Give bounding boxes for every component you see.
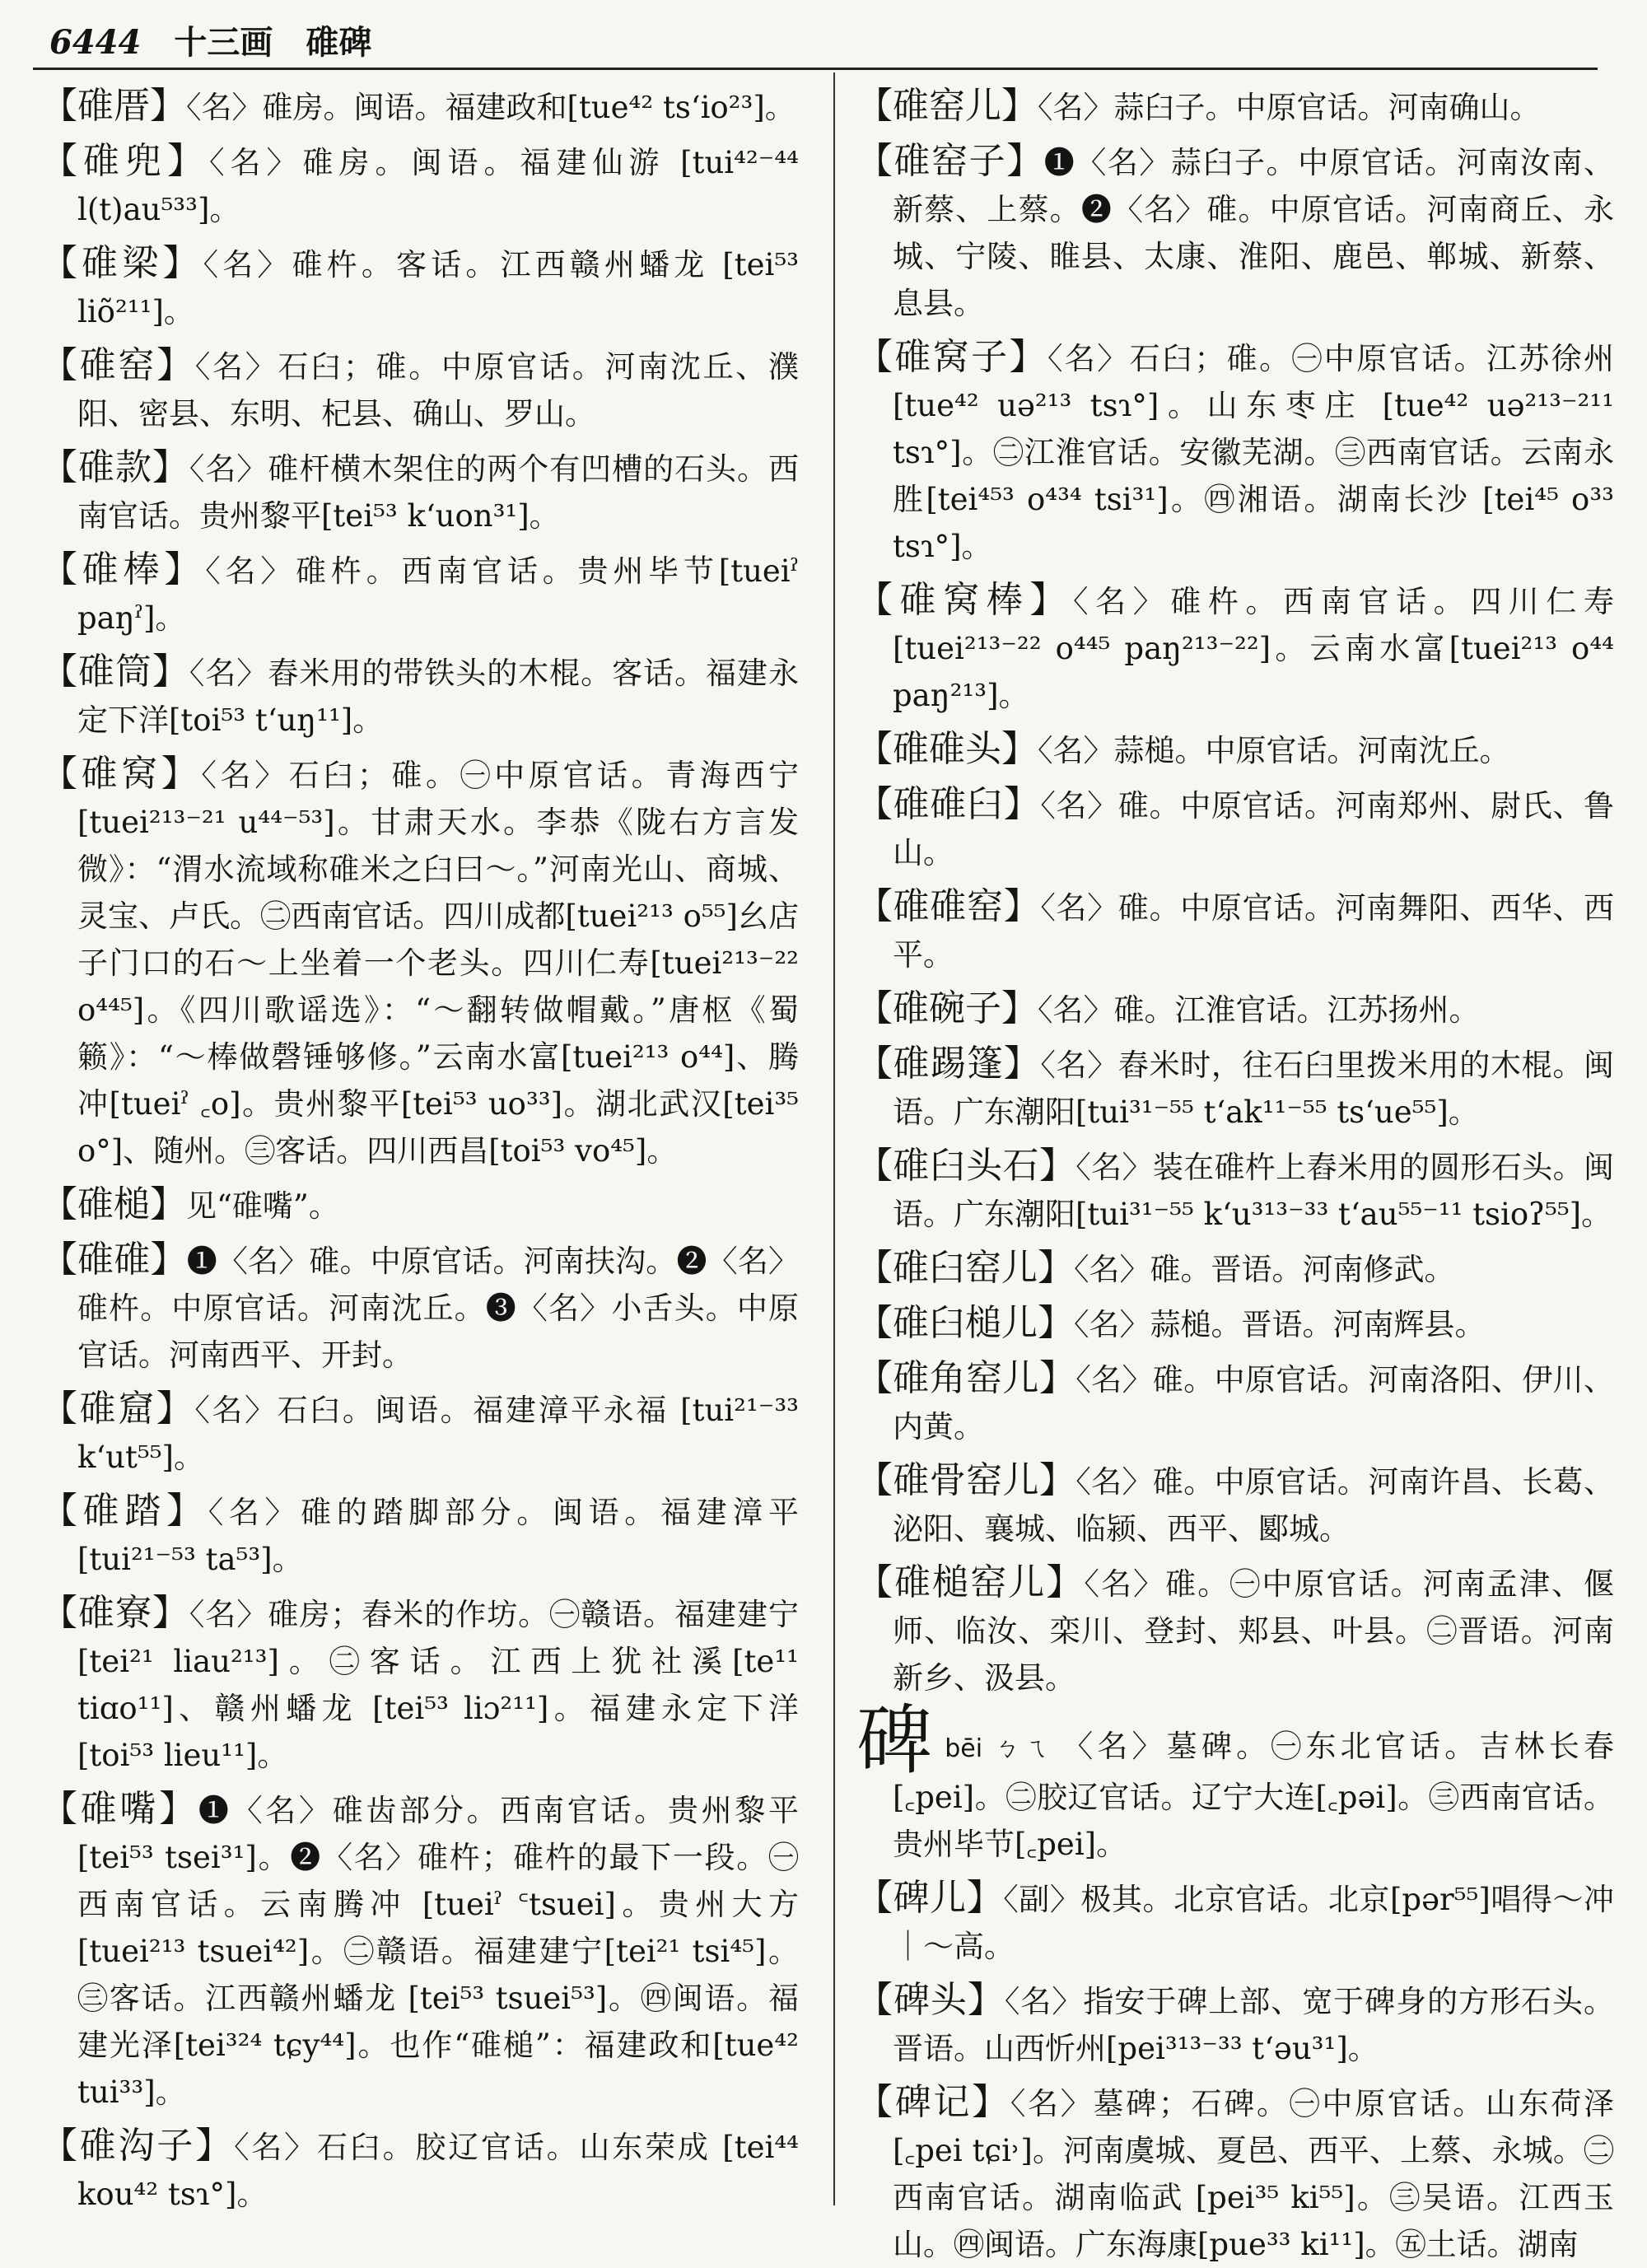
entry-definition: 〈名〉蒜臼子。中原官话。河南确山。 xyxy=(1038,90,1541,125)
dictionary-entry xyxy=(856,1244,1614,1293)
entry-headword: 【碓角窑儿】 xyxy=(856,1357,1076,1399)
dictionary-entry xyxy=(856,985,1614,1034)
entry-definition: 见“碓嘴”。 xyxy=(186,1188,339,1224)
entry-definition: 〈名〉蒜槌。中原官话。河南沈丘。 xyxy=(1038,733,1510,768)
entry-definition: 〈名〉碓。晋语。河南修武。 xyxy=(1074,1252,1455,1287)
right-column xyxy=(856,82,1615,2262)
entry-definition: 〈名〉石臼；碓。㊀中原官话。青海西宁[tuei²¹³⁻²¹ u⁴⁴⁻⁵³]。甘肃天水。李恭《陇右方言发微》：“渭水流域称碓米之臼曰～。”河南光山、商城、灵宝、卢氏。㊁西南官话。四川成都[tuei²¹³ o⁵⁵]幺店子门口的石～上坐着一个老头。四川仁寿[tuei²¹³⁻²² o⁴⁴⁵]。《四川歌谣选》：“～翻转做帽戴。”唐枢《蜀籁》：“～棒做磬锤够修。”云南水富[tuei²¹³ o⁴⁴]、腾冲[tueiˀ ꜀o]。贵州黎平[tei⁵³ uo³³]。湖北武汉[tei³⁵ o°]、随州。㊂客话。四川西昌[toi⁵³ vo⁴⁵]。 xyxy=(77,758,800,1169)
entry-headword: 【碓碓臼】 xyxy=(856,783,1041,825)
entry-definition: 〈名〉石臼。闽语。福建漳平永福 [tui²¹⁻³³ kʻut⁵⁵]。 xyxy=(77,1393,800,1475)
entry-definition: 〈名〉舂米用的带铁头的木棍。客话。福建永定下洋[toi⁵³ tʻuŋ¹¹]。 xyxy=(77,656,800,738)
entry-definition: 〈名〉指安于碑上部、宽于碑身的方形石头。晋语。山西忻州[pei³¹³⁻³³ tʻəu³¹]。 xyxy=(893,1984,1615,2066)
entry-headword: 【碓臼头石】 xyxy=(856,1145,1076,1187)
entry-headword: 【碓臼槌儿】 xyxy=(856,1302,1074,1344)
entry-definition: 〈名〉碓。中原官话。河南许昌、长葛、泌阳、襄城、临颍、西平、郾城。 xyxy=(893,1464,1615,1547)
entry-definition: 〈名〉碓。中原官话。河南舞阳、西华、西平。 xyxy=(893,890,1615,973)
entry-definition: 〈名〉碓。中原官话。河南洛阳、伊川、内黄。 xyxy=(893,1362,1615,1444)
entry-headword: 【碓碓窑】 xyxy=(856,885,1041,927)
entry-headword: 【碓窝棒】 xyxy=(856,579,1074,621)
entry-definition: 〈名〉石臼；碓。中原官话。河南沈丘、濮阳、密县、东明、杞县、确山、罗山。 xyxy=(77,349,800,432)
entry-headword: 【碓寮】 xyxy=(41,1592,189,1634)
entry-definition: 〈名〉蒜槌。晋语。河南辉县。 xyxy=(1074,1307,1486,1342)
entry-headword: 【碓踏】 xyxy=(41,1490,208,1532)
dictionary-entry xyxy=(41,546,799,642)
dictionary-entry xyxy=(41,1589,799,1779)
entry-definition: 〈名〉碓杵。西南官话。贵州毕节[tueiˀ paŋˀ]。 xyxy=(77,553,800,636)
dictionary-entry xyxy=(41,750,799,1174)
entry-headword: 【碓沟子】 xyxy=(41,2125,235,2167)
entry-definition: 〈名〉碓的踏脚部分。闽语。福建漳平[tui²¹⁻⁵³ ta⁵³]。 xyxy=(77,1495,800,1577)
entry-definition: 〈名〉碓房。闽语。福建仙游 [tui⁴²⁻⁴⁴ l(t)au⁵³³]。 xyxy=(77,145,799,227)
entry-headword: 【碓棒】 xyxy=(41,548,206,590)
entry-headword: 【碑记】 xyxy=(856,2081,1010,2123)
entry-definition: 〈名〉碓房；舂米的作坊。㊀赣语。福建建宁[tei²¹ liau²¹³]。㊁客话。江西上犹社溪[te¹¹ tiɑo¹¹]、赣州蟠龙 [tei⁵³ liɔ²¹¹]。福建永定下洋 [toi⁵³ lieu¹¹]。 xyxy=(77,1597,800,1773)
head-character: 碑 xyxy=(856,1696,937,1785)
dictionary-entry xyxy=(856,1559,1614,1701)
dictionary-entry xyxy=(41,444,799,539)
dictionary-entry xyxy=(856,1300,1614,1348)
dictionary-entry xyxy=(41,648,799,744)
dictionary-entry xyxy=(856,1874,1614,1970)
entry-headword: 【碓筒】 xyxy=(41,651,189,693)
dictionary-entry xyxy=(856,1976,1614,2072)
pinyin-zhuyin: bēi ㄅㄟ xyxy=(945,1734,1053,1763)
entry-headword: 【碓窑】 xyxy=(41,344,195,386)
dictionary-entry xyxy=(41,82,799,131)
dictionary-entry xyxy=(41,1181,799,1230)
entry-headword: 【碓槌】 xyxy=(41,1183,186,1225)
entry-headword: 【碓碓头】 xyxy=(856,728,1038,770)
entry-definition: 〈名〉碓。江淮官话。江苏扬州。 xyxy=(1038,992,1480,1028)
entry-definition: ❶〈名〉碓。中原官话。河南扶沟。❷〈名〉碓杵。中原官话。河南沈丘。❸〈名〉小舌头。中原官话。河南西平、开封。 xyxy=(77,1244,800,1373)
dictionary-entry xyxy=(41,1487,799,1583)
page-header xyxy=(49,16,1598,64)
entry-headword: 【碓臼窑儿】 xyxy=(856,1247,1074,1289)
entry-headword: 【碑头】 xyxy=(856,1979,1005,2021)
section-label: 十三画 xyxy=(174,23,273,62)
entry-headword: 【碓窑子】 xyxy=(856,140,1044,182)
entry-headword: 【碓窑儿】 xyxy=(856,85,1038,127)
entry-headword: 【碓梁】 xyxy=(41,242,203,284)
entry-definition: 〈名〉石臼；碓。㊀中原官话。江苏徐州[tue⁴² uə²¹³ tsɿ°]。山东枣庄 [tue⁴² uə²¹³⁻²¹¹ tsɿ°]。㊁江淮官话。安徽芜湖。㊂西南官话。云南永胜[tei⁴⁵³ o⁴³⁴ tsi³¹]。㊃湘语。湖南长沙 [tei⁴⁵ o³³ tsɿ°]。 xyxy=(893,341,1615,564)
entry-definition: 〈副〉极其。北京官话。北京[pər⁵⁵]唱得～冲｜～高。 xyxy=(893,1882,1614,1964)
dictionary-entry xyxy=(41,1385,799,1481)
page-number: 6444 xyxy=(49,23,142,62)
entry-headword: 【碓嘴】 xyxy=(41,1788,198,1830)
entry-headword: 【碓兜】 xyxy=(41,140,209,182)
entry-headword: 【碓槌窑儿】 xyxy=(856,1561,1085,1603)
dictionary-entry xyxy=(41,2122,799,2218)
entry-headword: 【碓窝子】 xyxy=(856,336,1047,378)
entry-definition: 〈名〉碓。中原官话。河南郑州、尉氏、鲁山。 xyxy=(893,788,1615,870)
entry-definition: 〈名〉舂米时，往石臼里拨米用的木棍。闽语。广东潮阳[tui³¹⁻⁵⁵ tʻak¹¹⁻⁵⁵ tsʻue⁵⁵]。 xyxy=(893,1048,1615,1130)
header-rule xyxy=(33,68,1598,70)
entry-definition: 〈名〉碓。㊀中原官话。河南孟津、偃师、临汝、栾川、登封、郏县、叶县。㊁晋语。河南新乡、汲县。 xyxy=(893,1566,1615,1696)
entry-headword: 【碓窝】 xyxy=(41,753,202,795)
dictionary-entry xyxy=(41,138,799,233)
entry-headword: 【碓碗子】 xyxy=(856,987,1038,1029)
dictionary-entry xyxy=(856,883,1614,978)
dictionary-entry xyxy=(856,576,1614,719)
entry-definition: 〈名〉墓碑；石碑。㊀中原官话。山东荷泽[꜀pei tɕi˒]。河南虞城、夏邑、西平、上蔡、永城。㊁西南官话。湖南临武 [pei³⁵ ki⁵⁵]。㊂吴语。江西玉山。㊃闽语。广东海康[pue³³ ki¹¹]。㊄土话。湖南 xyxy=(893,2086,1615,2262)
dictionary-entry xyxy=(856,1457,1614,1552)
dictionary-entry xyxy=(856,334,1614,570)
heading-chars: 碓碑 xyxy=(306,23,372,62)
character-entry-bei xyxy=(856,1696,1615,1868)
dictionary-entry xyxy=(41,240,799,335)
left-column xyxy=(41,82,800,2212)
entry-headword: 【碑儿】 xyxy=(856,1877,1004,1919)
entry-definition: ❶〈名〉碓齿部分。西南官话。贵州黎平[tei⁵³ tsei³¹]。❷〈名〉碓杵；碓杵的最下一段。㊀西南官话。云南腾冲 [tueiˀ ꜂tsuei]。贵州大方 [tuei²¹³ tsuei⁴²]。㊁赣语。福建建宁[tei²¹ tsi⁴⁵]。㊂客话。江西赣州蟠龙 [tei⁵³ tsuei⁵³]。㊃闽语。福建光泽[tei³²⁴ tɕy⁴⁴]。也作“碓槌”：福建政和[tue⁴² tui³³]。 xyxy=(77,1793,800,2110)
entry-definition: 〈名〉碓杆横木架住的两个有凹槽的石头。西南官话。贵州黎平[tei⁵³ kʻuon³¹]。 xyxy=(77,451,800,534)
entry-headword: 【碓款】 xyxy=(41,446,189,488)
entry-headword: 【碓骨窑儿】 xyxy=(856,1459,1076,1501)
entry-definition: 〈名〉石臼。胶辽官话。山东荣成 [tei⁴⁴ kou⁴² tsɿ°]。 xyxy=(77,2130,799,2212)
dictionary-entry xyxy=(41,1785,799,2116)
entry-headword: 【碓碓】 xyxy=(41,1239,187,1281)
entry-definition: 〈名〉墓碑。㊀东北官话。吉林长春[꜀pei]。㊁胶辽官话。辽宁大连[꜀pəi]。㊂西南官话。贵州毕节[꜀pei]。 xyxy=(893,1729,1615,1862)
entry-definition: 〈名〉装在碓杵上舂米用的圆形石头。闽语。广东潮阳[tui³¹⁻⁵⁵ kʻu³¹³⁻³³ tʻau⁵⁵⁻¹¹ tsioʔ⁵⁵]。 xyxy=(893,1150,1615,1232)
entry-headword: 【碓厝】 xyxy=(41,85,186,127)
entry-definition: 〈名〉碓房。闽语。福建政和[tue⁴² tsʻio²³]。 xyxy=(186,90,796,125)
dictionary-entry xyxy=(41,342,799,437)
dictionary-entry xyxy=(856,138,1614,327)
dictionary-entry xyxy=(856,82,1614,131)
dictionary-entry xyxy=(41,1236,799,1379)
dictionary-entry xyxy=(856,1040,1614,1136)
dictionary-entry xyxy=(856,781,1614,876)
dictionary-entry xyxy=(856,1142,1614,1238)
dictionary-entry xyxy=(856,726,1614,774)
entry-definition: 〈名〉碓杵。西南官话。四川仁寿[tuei²¹³⁻²² o⁴⁴⁵ paŋ²¹³⁻²²]。云南水富[tuei²¹³ o⁴⁴ paŋ²¹³]。 xyxy=(893,584,1615,713)
entry-headword: 【碓踢篷】 xyxy=(856,1043,1041,1085)
dictionary-entry xyxy=(856,1355,1614,1450)
column-divider xyxy=(833,72,835,2205)
entry-definition: 〈名〉碓杵。客话。江西赣州蟠龙 [tei⁵³ liõ²¹¹]。 xyxy=(77,247,799,329)
entry-headword: 【碓窟】 xyxy=(41,1388,195,1430)
entry-definition: ❶〈名〉蒜臼子。中原官话。河南汝南、新蔡、上蔡。❷〈名〉碓。中原官话。河南商丘、永城、宁陵、睢县、太康、淮阳、鹿邑、郸城、新蔡、息县。 xyxy=(893,145,1615,321)
dictionary-entry xyxy=(856,2079,1614,2268)
